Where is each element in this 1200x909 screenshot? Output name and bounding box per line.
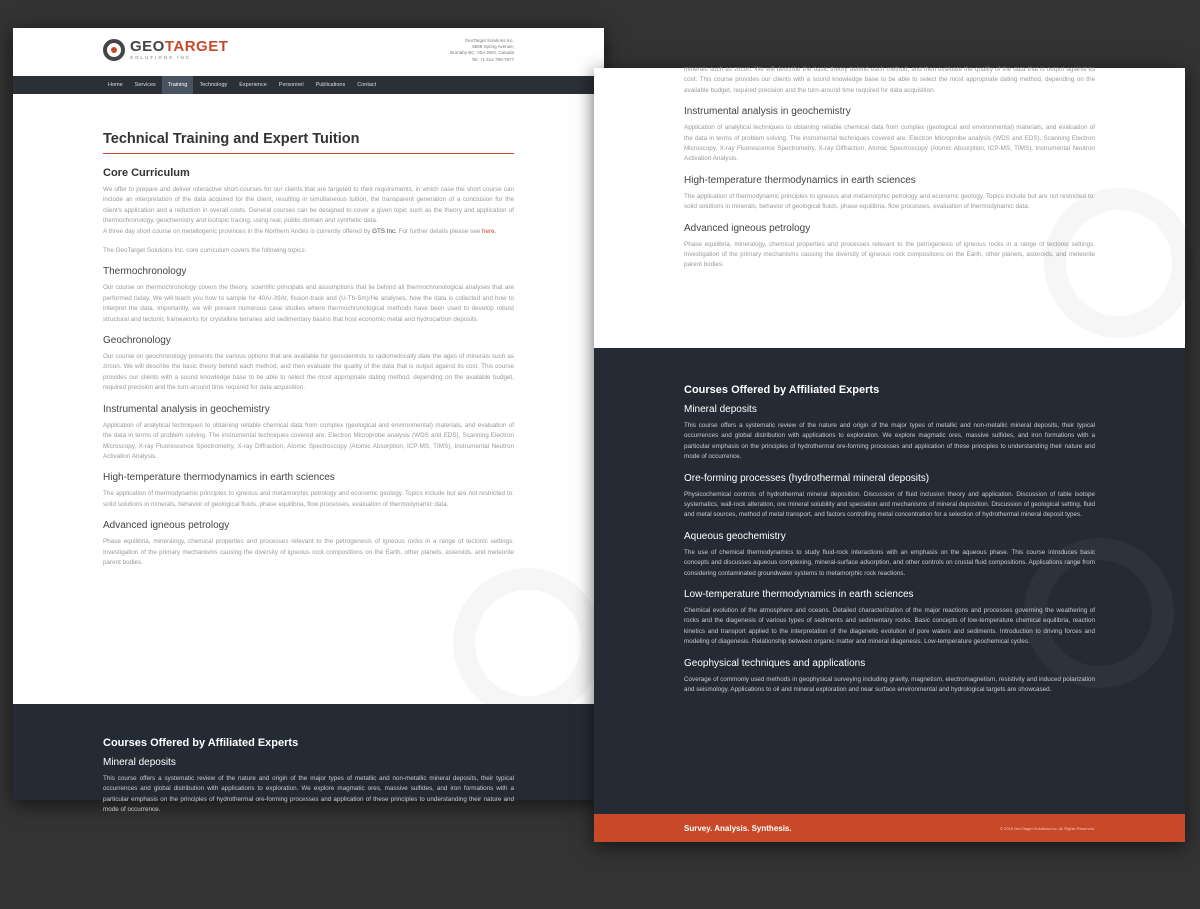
topic-title: Thermochronology	[103, 266, 187, 278]
nav-personnel[interactable]: Personnel	[278, 82, 304, 88]
topic-text: The application of thermodynamic principles to igneous and metamorphic petrology and economic geology. Topics include but are not restricted to: solid solutions in minerals, behavior of geological fluids, phase equilibria, flow processes, evaluation of thermodynamic data.	[684, 192, 1095, 211]
page-screenshot-right	[594, 68, 1185, 842]
section-title-affiliated: Courses Offered by Affiliated Experts	[684, 384, 880, 396]
site-header	[13, 28, 604, 76]
affiliated-section	[594, 348, 1185, 814]
topic-title: High-temperature thermodynamics in earth sciences	[684, 174, 916, 186]
affiliated-section	[13, 704, 604, 814]
topic-title: Mineral deposits	[103, 757, 176, 768]
topic-title: Advanced igneous petrology	[103, 520, 230, 532]
address-line: Tel: +1 514 790-7577	[471, 56, 514, 62]
footer-slogan: Survey. Analysis. Synthesis.	[684, 823, 792, 833]
topic-title: Ore-forming processes (hydrothermal mineral deposits)	[684, 472, 930, 484]
logo-icon	[103, 39, 125, 61]
topic-text: The use of chemical thermodynamics to study fluid-rock interactions with an emphasis on the aqueous phase. This course introduces basic concepts and discusses aqueous complexing, mineral-surface adsorption, and other controls on crustal fluid compositions. Applications range from considering contaminated groundwater systems to metamorphic rock reactions.	[684, 548, 1095, 577]
topic-title: Advanced igneous petrology	[684, 222, 811, 234]
nav-publications[interactable]: Publications	[315, 82, 346, 88]
logo-accent: TARGET	[164, 38, 229, 56]
section-title-affiliated: Courses Offered by Affiliated Experts	[103, 737, 299, 749]
andes-company: GTS Inc.	[372, 227, 397, 235]
nav-home[interactable]: Home	[108, 82, 123, 88]
footer-copyright: © 2016 GeoTarget Solutions Inc. All Rights Reserved.	[1000, 825, 1095, 831]
section-title-core: Core Curriculum	[103, 167, 190, 179]
logo-main: GEO	[130, 38, 165, 56]
topic-text: Phase equilibria, mineralogy, chemical properties and processes relevant to the petrogenesis of igneous rocks in a range of tectonic settings. Investigation of the primary mechanisms causing the diversity of igneous rock compositions on the Earth, other planets, asteroids, and meteorite parent bodies.	[103, 538, 514, 566]
nav-technology[interactable]: Technology	[199, 82, 228, 88]
topic-text: Application of analytical techniques to obtaining reliable chemical data from complex (geological and environmental) materials, and evaluation of the data in terms of problem solving. The instrumental techniques covered are: Electron Microprobe analysis (WDS and EDS), Scanning Electron Microscopy, X-ray Fluorescence Spectrometry, X-ray Diffraction, Atomic Spectroscopy (Atomic Absorption, ICP-MS, TIMS), Instrumental Neutron Activation Analysis.	[684, 124, 1095, 163]
site-footer	[594, 814, 1185, 842]
topic-text: Application of analytical techniques to obtaining reliable chemical data from complex (geological and environmental) materials, and evaluation of the data in terms of problem solving. The instrumental techniques covered are: Electron Microprobe analysis (WDS and EDS), Scanning Electron Microscopy, X-ray Fluorescence Spectrometry, X-ray Diffraction, Atomic Spectroscopy (Atomic Absorption, ICP-MS, TIMS), Instrumental Neutron Activation Analysis.	[103, 421, 514, 460]
address-line: GeoTarget Solutions Inc.	[464, 38, 514, 43]
topic-text: Coverage of commonly used methods in geophysical surveying including gravity, magnetism, electromagnetism, resistivity and induced polarization and seismology. Applications to oil and mineral exploration and near surface environmental and hydrological targets are showcased.	[684, 675, 1095, 694]
topic-title: Aqueous geochemistry	[684, 530, 786, 542]
topic-text: The application of thermodynamic principles to igneous and metamorphic petrology and economic geology. Topics include but are not restricted to: solid solutions in minerals, behavior of geological fluids, phase equilibria, flow processes, evaluation of thermodynamic data.	[103, 490, 514, 508]
topic-title: Instrumental analysis in geochemistry	[103, 403, 270, 415]
topic-title: Low-temperature thermodynamics in earth sciences	[684, 589, 914, 601]
topic-title: Instrumental analysis in geochemistry	[684, 106, 851, 118]
andes-link[interactable]: here.	[481, 227, 497, 235]
company-address	[450, 38, 514, 63]
watermark-logo-icon	[453, 568, 603, 718]
address-line: 6868 Spring Avenue,	[472, 44, 514, 50]
andes-paragraph	[103, 227, 514, 237]
core-covers: The GeoTarget Solutions Inc. core curriculum covers the following topics:	[103, 247, 307, 255]
topic-title: Geophysical techniques and applications	[684, 657, 866, 669]
core-intro: We offer to prepare and deliver interactive short-courses for our clients that are targeted to their requirements, in which case the short course can include an interpretation of the data acquired for the client, resulting in simultaneous tuition, the transparent generation of a conclusion for the client's application and a reduction in overall costs. General courses can be designed to cover a given topic such as the theory and application of thermochronology, geochemistry and isotopic tracing, using real, public domain and synthetic data.	[103, 186, 514, 225]
andes-text-2: For further details please see	[396, 227, 482, 235]
nav-experience[interactable]: Experience	[239, 82, 267, 88]
logo-subtitle: SOLUTIONS INC.	[130, 55, 195, 61]
topic-text: Chemical evolution of the atmosphere and oceans. Detailed characterization of the major reactions and processes governing the weathering of rocks and the diagenesis of various types of sediments and sedimentary rocks. Basic concepts of low-temperature chemical equilibria, reaction kinetics and transport applied to the interpretation of the diagenetic evolution of pore waters and sediments. Introduction to driving forces and modeling of diagenesis. Relationship between organic matter and mineral diagenesis. Low-temperature geochemical cycles.	[684, 607, 1095, 646]
topic-text-fragment: minerals such as zircon. We will describe the basic theory behind each method, and then evaluate the quality of the data that is output against its cost. This course provides our clients with a sound knowledge base to be able to select the most appropriate dating method, depending on the available budget, required precision and the turn-around time required for data acquisition.	[684, 66, 1095, 94]
logo[interactable]	[103, 39, 228, 61]
topic-title: Geochronology	[103, 335, 171, 347]
topic-text: This course offers a systematic review of the nature and origin of the major types of metallic and non-metallic mineral deposits, their typical occurrences and global distribution with applications to exploration. We explore magmatic ores, massive sulfides, and iron formations with a particular emphasis on the principles of hydrothermal ore-forming processes and application of these principles to understanding their nature and mode of occurrence.	[103, 775, 514, 814]
page-screenshot-left	[13, 28, 604, 814]
topic-title: High-temperature thermodynamics in earth sciences	[103, 472, 335, 484]
topic-text: Our course on geochronology presents the various options that are available for geoscientists to radiometrically date the ages of minerals such as zircon. We will describe the basic theory behind each method, and then evaluate the quality of the data that is output against its cost. This course provides our clients with a sound knowledge base to be able to select the most appropriate dating method, depending on the available budget, required precision and the turn-around time required for data acquisition.	[103, 353, 514, 392]
watermark-logo-icon	[1044, 188, 1194, 338]
topic-text: Our course on thermochronology covers the theory, scientific principals and assumptions that lie behind all thermochronological analyses that are performed today. We will teach you how to sample for 40Ar-39Ar, fission-track and (U-Th-Sm)/He analyses, how the data is collected and how to interpret the data. Importantly, we will present numerous case studies where thermochronological methods have been used to develop robust structural and tectonic frameworks for crystalline terranes and sedimentary basins that host economic metal and hydrocarbon deposits.	[103, 284, 514, 323]
topic-text: Phase equilibria, mineralogy, chemical properties and processes relevant to the petrogenesis of igneous rocks in a range of tectonic settings. Investigation of the primary mechanisms causing the diversity of igneous rock compositions on the Earth, other planets, asteroids, and meteorite parent bodies.	[684, 240, 1095, 269]
topic-title: Mineral deposits	[684, 404, 757, 415]
watermark-logo-icon	[1024, 538, 1174, 688]
nav-training[interactable]: Training	[162, 76, 194, 94]
nav-services[interactable]: Services	[134, 82, 156, 88]
nav-contact[interactable]: Contact	[357, 82, 377, 88]
topic-text: Physicochemical controls of hydrothermal mineral deposition. Discussion of fluid inclusion theory and application. Discussion of table isotope systematics, wall-rock alteration, ore mineral solubility and speciation and mechanisms of mineral deposition. Discussion of geological setting, fluid and metal sources, method of metal transport, and factors controlling metal concentration for a selection of hydrothermal mineral deposit types.	[684, 490, 1095, 519]
topic-text: This course offers a systematic review of the nature and origin of the major types of metallic and non-metallic mineral deposits, their typical occurrences and global distribution with applications to exploration. We explore magmatic ores, massive sulfides, and iron formations with a particular emphasis on the principles of hydrothermal ore-forming processes and application of these principles to understanding their nature and mode of occurrence.	[684, 422, 1095, 461]
andes-text: A three day short course on metallogenic provinces in the Northern Andes is currently offered by	[103, 227, 373, 235]
main-nav	[13, 76, 604, 94]
main-content	[13, 94, 604, 568]
address-line: Burnaby BC, V5A 2W3, Canada	[450, 50, 514, 56]
page-title: Technical Training and Expert Tuition	[103, 131, 514, 154]
